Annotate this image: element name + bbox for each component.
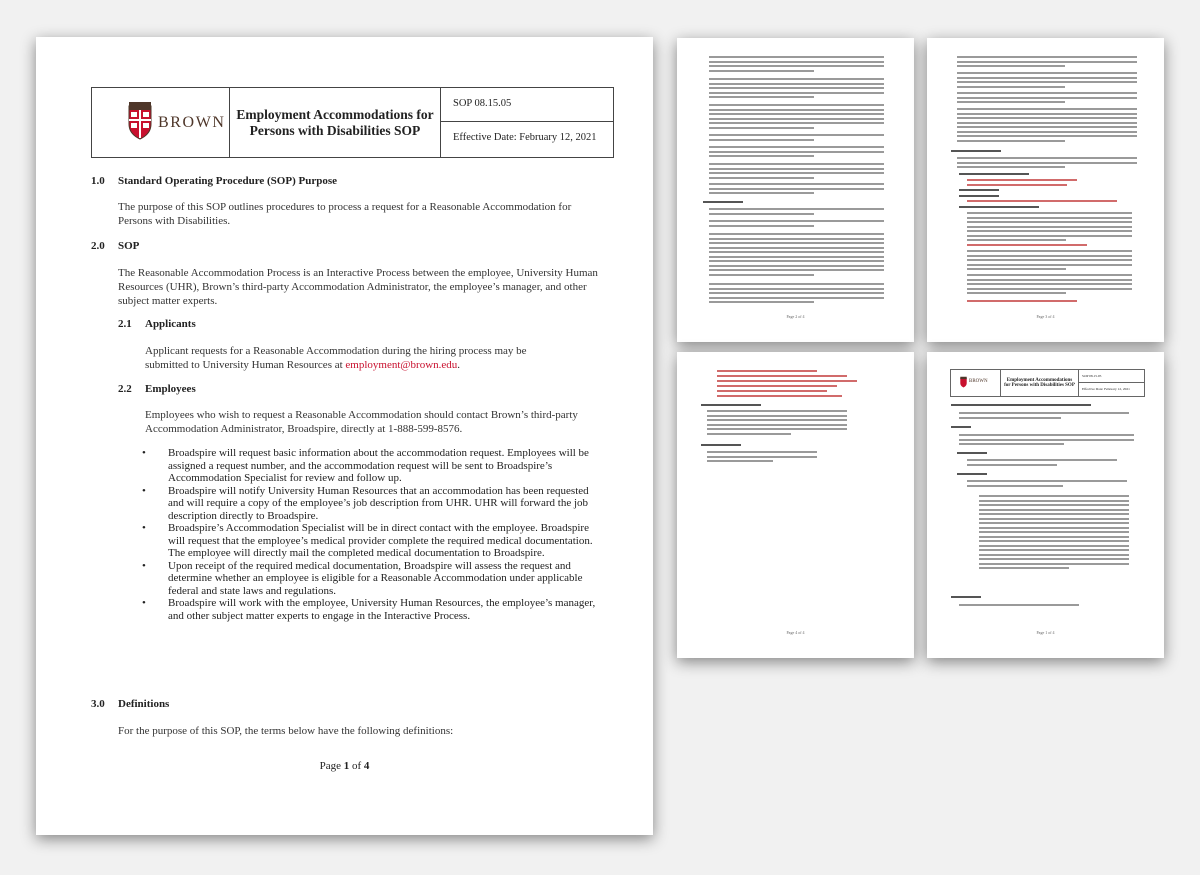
thumbnail-text-line bbox=[959, 206, 1039, 208]
section-3-body: For the purpose of this SOP, the terms below have the following definitions: bbox=[118, 725, 454, 737]
section-2-1-body: Applicant requests for a Reasonable Accommodation during the hiring process may be submitted to University Human Resources at employment@brown.edu. bbox=[145, 345, 527, 371]
thumbnail-text-line bbox=[979, 518, 1129, 520]
document-title: Employment Accommodations for Persons with Disabilities SOP bbox=[230, 88, 441, 157]
thumbnail-text-line bbox=[959, 189, 999, 191]
thumbnail-text-line bbox=[967, 226, 1132, 228]
thumbnail-text-line bbox=[979, 554, 1129, 556]
thumbnail-text-line bbox=[709, 109, 884, 111]
thumbnail-text-line bbox=[967, 184, 1067, 186]
thumbnail-text-line bbox=[979, 540, 1129, 542]
thumbnail-text-line bbox=[979, 513, 1129, 515]
thumbnail-text-line bbox=[967, 239, 1066, 241]
thumbnail-text-line bbox=[957, 86, 1065, 88]
thumbnail-text-line bbox=[967, 459, 1117, 461]
thumbnail-text-line bbox=[709, 118, 884, 120]
thumbnail-text-line bbox=[709, 274, 814, 276]
thumbnail-text-line bbox=[707, 428, 847, 430]
thumbnail-text-line bbox=[957, 101, 1065, 103]
thumbnail-text-line bbox=[709, 260, 884, 262]
thumbnail-text-line bbox=[707, 433, 791, 435]
thumbnail-text-line bbox=[709, 247, 884, 249]
thumbnail-text-line bbox=[709, 104, 884, 106]
email-link[interactable]: employment@brown.edu bbox=[345, 359, 458, 371]
thumbnail-footer: Page 1 of 4 bbox=[1036, 630, 1055, 635]
thumbnail-text-line bbox=[979, 536, 1129, 538]
thumbnail-text-line bbox=[709, 92, 884, 94]
thumbnail-text-line bbox=[709, 213, 814, 215]
thumbnail-text-line bbox=[959, 604, 1079, 606]
thumbnail-logo bbox=[951, 370, 1001, 396]
thumbnail-text-line bbox=[709, 297, 884, 299]
thumbnail-text-line bbox=[967, 217, 1132, 219]
thumbnail-text-line bbox=[709, 134, 884, 136]
thumbnail-text-line bbox=[709, 96, 814, 98]
section-1-heading: 1.0 Standard Operating Procedure (SOP) Purpose bbox=[91, 175, 337, 187]
sop-number: SOP 08.15.05 bbox=[441, 88, 613, 122]
thumbnail-text-line bbox=[957, 108, 1137, 110]
thumbnail-text-line bbox=[709, 83, 884, 85]
thumbnail-text-line bbox=[709, 233, 884, 235]
thumbnail-text-line bbox=[957, 77, 1137, 79]
thumbnail-effective-date: Effective Date: February 12, 2021 bbox=[1082, 387, 1130, 391]
thumbnail-text-line bbox=[709, 113, 884, 115]
thumbnail-text-line bbox=[957, 166, 1065, 168]
thumbnail-text-line bbox=[709, 208, 884, 210]
broadspire-steps-list bbox=[142, 447, 602, 622]
thumbnail-text-line bbox=[979, 563, 1129, 565]
thumbnail-text-line bbox=[979, 509, 1129, 511]
list-item: • Upon receipt of the required medical documentation, Broadspire will assess the request and determine whether an employee is eligible for a Reasonable Accommodation under applicable federal and state laws and regulations. bbox=[142, 560, 602, 598]
thumbnail-text-line bbox=[717, 390, 827, 392]
document-page-1 bbox=[36, 37, 653, 835]
thumbnail-page-3[interactable] bbox=[927, 38, 1164, 342]
thumbnail-text-line bbox=[709, 65, 884, 67]
thumbnail-title: Employment Accommodations for Persons with Disabilities SOP bbox=[1001, 370, 1079, 396]
thumbnail-text-line bbox=[951, 426, 971, 428]
section-2-2-body: Employees who wish to request a Reasonable Accommodation should contact Brown’s third-party Accommodation Administrator, Broadspire, directly at 1-888-599-8576. bbox=[145, 409, 578, 435]
thumbnail-text-line bbox=[709, 155, 814, 157]
thumbnail-text-line bbox=[967, 244, 1087, 246]
thumbnail-text-line bbox=[979, 500, 1129, 502]
thumbnail-text-line bbox=[709, 78, 884, 80]
thumbnail-text-line bbox=[709, 256, 884, 258]
sop-header-table bbox=[91, 87, 614, 158]
thumbnail-text-line bbox=[717, 375, 847, 377]
thumbnail-text-line bbox=[979, 531, 1129, 533]
brown-shield-icon bbox=[128, 100, 152, 140]
thumbnail-text-line bbox=[707, 415, 847, 417]
thumbnail-text-line bbox=[709, 225, 814, 227]
thumbnail-text-line bbox=[957, 56, 1137, 58]
thumbnail-text-line bbox=[979, 495, 1129, 497]
thumbnail-page-4[interactable] bbox=[677, 352, 914, 658]
thumbnail-text-line bbox=[957, 92, 1137, 94]
section-2-1-heading: 2.1 Applicants bbox=[118, 318, 196, 330]
thumbnail-text-line bbox=[709, 292, 884, 294]
thumbnail-text-line bbox=[957, 126, 1137, 128]
thumbnail-text-line bbox=[967, 259, 1132, 261]
thumbnail-text-line bbox=[701, 404, 761, 406]
thumbnail-text-line bbox=[967, 480, 1127, 482]
thumbnail-sop-number: SOP 08.15.05 bbox=[1079, 370, 1145, 383]
thumbnail-text-line bbox=[717, 385, 837, 387]
thumbnail-text-line bbox=[967, 255, 1132, 257]
thumbnail-text-line bbox=[967, 292, 1066, 294]
thumbnail-text-line bbox=[951, 150, 1001, 152]
thumbnail-text-line bbox=[967, 230, 1132, 232]
thumbnail-text-line bbox=[709, 172, 884, 174]
thumbnail-text-line bbox=[957, 97, 1137, 99]
thumbnail-text-line bbox=[701, 444, 741, 446]
thumbnail-text-line bbox=[717, 395, 842, 397]
list-item: • Broadspire will request basic information about the accommodation request. Employees will be assigned a request number, and the accommodation request will be sent to Broadspire’s Accommodation Specialist for review and follow up. bbox=[142, 447, 602, 485]
brown-shield-icon bbox=[960, 376, 967, 388]
thumbnail-text-line bbox=[709, 61, 884, 63]
thumbnail-text-line bbox=[709, 183, 884, 185]
section-1-body: The purpose of this SOP outlines procedures to process a request for a Reasonable Accommodation for Persons with Disabilities. bbox=[118, 201, 572, 227]
thumbnail-text-line bbox=[979, 504, 1129, 506]
thumbnail-text-line bbox=[957, 131, 1137, 133]
thumbnail-page-1[interactable] bbox=[927, 352, 1164, 658]
thumbnail-text-line bbox=[967, 250, 1132, 252]
thumbnail-text-line bbox=[707, 419, 847, 421]
thumbnail-text-line bbox=[709, 122, 884, 124]
list-item: • Broadspire will work with the employee, University Human Resources, the employee’s manager, and other subject matter experts to engage in the Interactive Process. bbox=[142, 597, 602, 622]
thumbnail-text-line bbox=[707, 410, 847, 412]
thumbnail-text-line bbox=[959, 443, 1064, 445]
section-2-body: The Reasonable Accommodation Process is an Interactive Process between the employee, University Human Resources (UHR), Brown’s third-party Accommodation Administrator, the employee’s manager, and other subject matter experts. bbox=[118, 267, 598, 307]
thumbnail-text-line bbox=[709, 283, 884, 285]
thumbnail-text-line bbox=[709, 56, 884, 58]
thumbnail-text-line bbox=[957, 452, 987, 454]
thumbnail-text-line bbox=[959, 412, 1129, 414]
thumbnail-text-line bbox=[979, 549, 1129, 551]
thumbnail-text-line bbox=[967, 300, 1077, 302]
thumbnail-text-line bbox=[967, 485, 1063, 487]
thumbnail-text-line bbox=[709, 288, 884, 290]
thumbnail-text-line bbox=[951, 404, 1091, 406]
thumbnail-text-line bbox=[967, 200, 1117, 202]
thumbnail-text-line bbox=[709, 251, 884, 253]
thumbnail-text-line bbox=[967, 179, 1077, 181]
thumbnail-text-line bbox=[707, 456, 817, 458]
thumbnail-text-line bbox=[979, 567, 1069, 569]
thumbnail-text-line bbox=[709, 265, 884, 267]
thumbnail-text-line bbox=[709, 188, 884, 190]
thumbnail-text-line bbox=[707, 451, 817, 453]
thumbnail-text-line bbox=[707, 424, 847, 426]
thumbnail-text-line bbox=[959, 195, 999, 197]
thumbnail-text-line bbox=[959, 173, 1029, 175]
thumbnail-text-line bbox=[979, 545, 1129, 547]
thumbnail-text-line bbox=[967, 235, 1132, 237]
section-2-heading: 2.0 SOP bbox=[91, 240, 140, 252]
thumbnail-text-line bbox=[967, 221, 1132, 223]
thumbnail-text-line bbox=[957, 81, 1137, 83]
thumbnail-text-line bbox=[709, 242, 884, 244]
thumbnail-header-table bbox=[950, 369, 1145, 397]
thumbnail-text-line bbox=[703, 201, 743, 203]
thumbnail-text-line bbox=[959, 439, 1134, 441]
thumbnail-text-line bbox=[957, 113, 1137, 115]
thumbnail-text-line bbox=[709, 269, 884, 271]
thumbnail-text-line bbox=[957, 72, 1137, 74]
thumbnail-text-line bbox=[959, 417, 1061, 419]
thumbnail-text-line bbox=[709, 151, 884, 153]
thumbnail-text-line bbox=[967, 288, 1132, 290]
thumbnail-footer: Page 3 of 4 bbox=[1036, 314, 1055, 319]
thumbnail-text-line bbox=[709, 163, 884, 165]
thumbnail-text-line bbox=[709, 70, 814, 72]
thumbnail-text-line bbox=[709, 238, 884, 240]
thumbnail-footer: Page 2 of 4 bbox=[786, 314, 805, 319]
brown-logo bbox=[92, 88, 230, 157]
thumbnail-text-line bbox=[709, 220, 884, 222]
thumbnail-text-line bbox=[967, 268, 1066, 270]
thumbnail-text-line bbox=[957, 135, 1137, 137]
page-footer: Page 1 of 4 bbox=[319, 760, 370, 772]
thumbnail-text-line bbox=[709, 177, 814, 179]
brown-wordmark: BROWN bbox=[158, 114, 226, 131]
thumbnail-text-line bbox=[709, 168, 884, 170]
thumbnail-text-line bbox=[709, 87, 884, 89]
thumbnail-text-line bbox=[957, 140, 1065, 142]
section-2-2-heading: 2.2 Employees bbox=[118, 383, 196, 395]
effective-date: Effective Date: February 12, 2021 bbox=[453, 132, 597, 143]
thumbnail-text-line bbox=[957, 157, 1137, 159]
thumbnail-text-line bbox=[957, 122, 1137, 124]
thumbnail-text-line bbox=[957, 473, 987, 475]
thumbnail-text-line bbox=[957, 65, 1065, 67]
thumbnail-text-line bbox=[967, 212, 1132, 214]
thumbnail-footer: Page 4 of 4 bbox=[786, 630, 805, 635]
thumbnail-text-line bbox=[967, 274, 1132, 276]
thumbnail-text-line bbox=[717, 380, 857, 382]
thumbnail-page-2[interactable] bbox=[677, 38, 914, 342]
thumbnail-text-line bbox=[709, 146, 884, 148]
thumbnail-text-line bbox=[967, 283, 1132, 285]
thumbnail-text-line bbox=[979, 558, 1129, 560]
thumbnail-text-line bbox=[967, 464, 1057, 466]
thumbnail-text-line bbox=[709, 139, 814, 141]
thumbnail-text-line bbox=[957, 117, 1137, 119]
thumbnail-text-line bbox=[709, 192, 814, 194]
list-item: • Broadspire’s Accommodation Specialist will be in direct contact with the employee. Broadspire will request that the employee’s medical provider complete the required medical documentation. The employee will directly mail the completed medical documentation to Broadspire. bbox=[142, 522, 602, 560]
thumbnail-text-line bbox=[709, 301, 814, 303]
thumbnail-text-line bbox=[979, 527, 1129, 529]
thumbnail-text-line bbox=[967, 279, 1132, 281]
thumbnail-text-line bbox=[951, 596, 981, 598]
thumbnail-text-line bbox=[717, 370, 817, 372]
list-item: • Broadspire will notify University Human Resources that an accommodation has been requested and will require a copy of the employee’s job description from UHR. UHR will forward the job description directly to Broadspire. bbox=[142, 485, 602, 523]
thumbnail-text-line bbox=[967, 264, 1132, 266]
thumbnail-text-line bbox=[707, 460, 773, 462]
thumbnail-text-line bbox=[957, 162, 1137, 164]
section-3-heading: 3.0 Definitions bbox=[91, 698, 170, 710]
thumbnail-wordmark: BROWN bbox=[969, 379, 988, 384]
thumbnail-text-line bbox=[957, 61, 1137, 63]
thumbnail-text-line bbox=[979, 522, 1129, 524]
thumbnail-text-line bbox=[709, 127, 814, 129]
thumbnail-text-line bbox=[959, 434, 1134, 436]
